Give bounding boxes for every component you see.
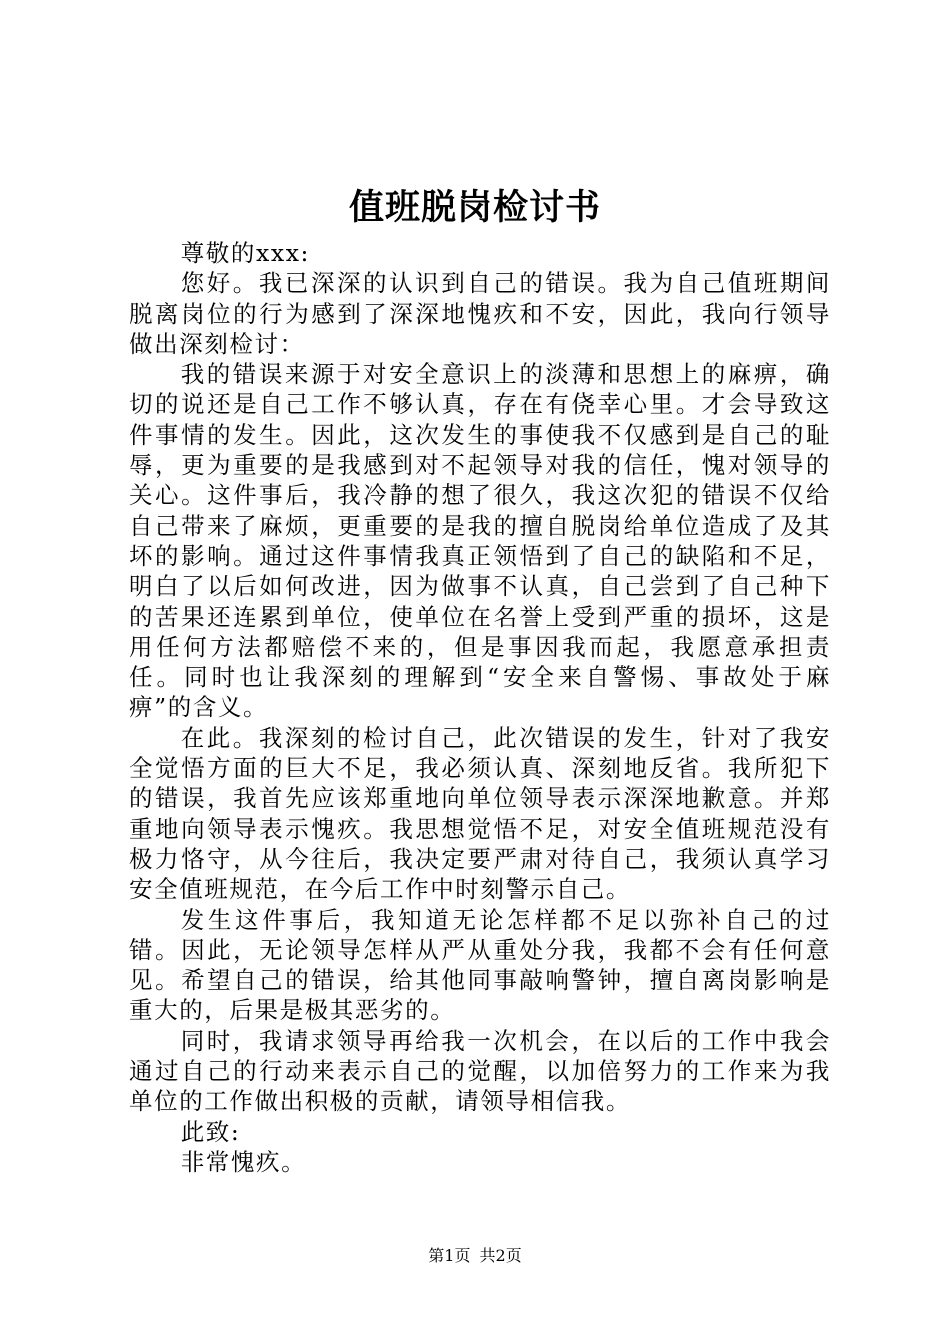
paragraph-reflection: 在此。我深刻的检讨自己，此次错误的发生，针对了我安全觉悟方面的巨大不足，我必须认真、深刻地反省。我所犯下的错误，我首先应该郑重地向单位领导表示深深地歉意。并郑重地向领导表示愧疚。我思想觉悟不足，对安全值班规范没有极力恪守，从今往后，我决定要严肃对待自己，我须认真学习安全值班规范，在今后工作中时刻警示自己。 (129, 723, 831, 904)
paragraph-acceptance: 发生这件事后，我知道无论怎样都不足以弥补自己的过错。因此，无论领导怎样从严从重处分我，我都不会有任何意见。希望自己的错误，给其他同事敲响警钟，擅自离岗影响是重大的，后果是极其恶劣的。 (129, 905, 831, 1025)
page-number-current: 第1页 (428, 1246, 471, 1265)
closing-salute: 此致: (180, 1117, 241, 1146)
closing-sign-off: 非常愧疚。 (180, 1147, 307, 1176)
page-number-total: 共2页 (479, 1246, 522, 1265)
paragraph-greeting: 您好。我已深深的认识到自己的错误。我为自己值班期间脱离岗位的行为感到了深深地愧疚和不安，因此，我向行领导做出深刻检讨： (129, 269, 831, 358)
document-body (129, 238, 831, 1177)
paragraph-request: 同时，我请求领导再给我一次机会，在以后的工作中我会通过自己的行动来表示自己的觉醒，以加倍努力的工作来为我单位的工作做出积极的贡献，请领导相信我。 (129, 1026, 831, 1116)
document-title: 值班脱岗检讨书 (348, 188, 601, 228)
page-footer (0, 1245, 950, 1267)
salutation: 尊敬的xxx: (180, 239, 311, 267)
paragraph-cause: 我的错误来源于对安全意识上的淡薄和思想上的麻痹，确切的说还是自己工作不够认真，存在有侥幸心里。才会导致这件事情的发生。因此，这次发生的事使我不仅感到是自己的耻辱，更为重要的是我感到对不起领导对我的信任，愧对领导的关心。这件事后，我冷静的想了很久，我这次犯的错误不仅给自己带来了麻烦，更重要的是我的擅自脱岗给单位造成了及其坏的影响。通过这件事情我真正领悟到了自己的缺陷和不足，明白了以后如何改进，因为做事不认真，自己尝到了自己种下的苦果还连累到单位，使单位在名誉上受到严重的损坏，这是用任何方法都赔偿不来的，但是事因我而起，我愿意承担责任。同时也让我深刻的理解到“安全来自警惕、事故处于麻痹”的含义。 (129, 360, 831, 722)
